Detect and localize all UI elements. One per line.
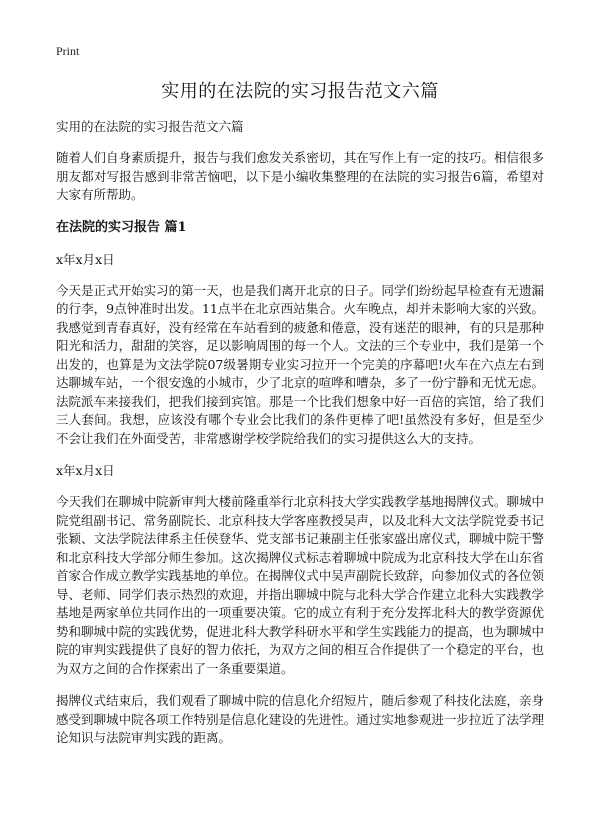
print-label[interactable]: Print (56, 44, 80, 58)
body-paragraph-2: 今天我们在聊城中院新审判大楼前隆重举行北京科技大学实践教学基地揭牌仪式。聊城中院党组副书记、常务副院长、北京科技大学客座教授吴声，以及北科大文法学院党委书记张颖、文法学院法律系主任侯登华、党支部书记兼副主任张家盛出席仪式，聊城中院干警和北京科技大学部分师生参加。这次揭牌仪式标志着聊城中院成为北京科技大学在山东省首家合作成立教学实践基地的单位。在揭牌仪式中吴声副院长致辞，向参加仪式的各位领导、老师、同学们表示热烈的欢迎，并指出聊城中院与北科大学合作建立北科大实践教学基地是两家单位共同作出的一项重要决策。它的成立有利于充分发挥北科大的教学资源优势和聊城中院的实践优势，促进北科大教学科研水平和学生实践能力的提高，也为聊城中院的审判实践提供了良好的智力依托，为双方之间的相互合作提供了一个稳定的平台，也为双方之间的合作探索出了一条重要渠道。 (56, 494, 544, 676)
document-title: 实用的在法院的实习报告范文六篇 (161, 81, 439, 102)
intro-paragraph: 随着人们自身素质提升，报告与我们愈发关系密切，其在写作上有一定的技巧。相信很多朋友都对写报告感到非常苦恼吧，以下是小编收集整理的在法院的实习报告6篇，希望对大家有所帮助。 (56, 150, 544, 202)
date-line-1: x年x月x日 (56, 251, 115, 267)
body-paragraph-3: 揭牌仪式结束后，我们观看了聊城中院的信息化介绍短片，随后参观了科技化法庭，亲身感受到聊城中院各项工作特别是信息化建设的先进性。通过实地参观进一步拉近了法学理论知识与法院审判实践的距离。 (56, 693, 544, 745)
document-subtitle: 实用的在法院的实习报告范文六篇 (56, 119, 244, 134)
body-paragraph-1: 今天是正式开始实习的第一天，也是我们离开北京的日子。同学们纷纷起早检查有无遗漏的行李，9点钟准时出发。11点半在北京西站集合。火车晚点，却并未影响大家的兴致。我感觉到青春真好，没有经常在车站看到的疲惫和倦意，没有迷茫的眼神，有的只是那种阳光和活力，甜甜的笑容，足以影响周围的每一个人。文法的三个专业中，我们是第一个出发的，也算是为文法学院07级暑期专业实习拉开一个完美的序幕吧!火车在六点左右到达聊城车站，一个很安逸的小城市，少了北京的喧哗和嘈杂，多了一份宁静和无忧无虑。法院派车来接我们，把我们接到宾馆。那是一个比我们想象中好一百倍的宾馆，给了我们三人套间。我想，应该没有哪个专业会比我们的条件更棒了吧!虽然没有多好，但是至少不会让我们在外面受苦，非常感谢学校学院给我们的实习提供这么大的支持。 (56, 282, 544, 446)
date-line-2: x年x月x日 (56, 463, 115, 478)
section-heading: 在法院的实习报告 篇1 (56, 219, 187, 235)
